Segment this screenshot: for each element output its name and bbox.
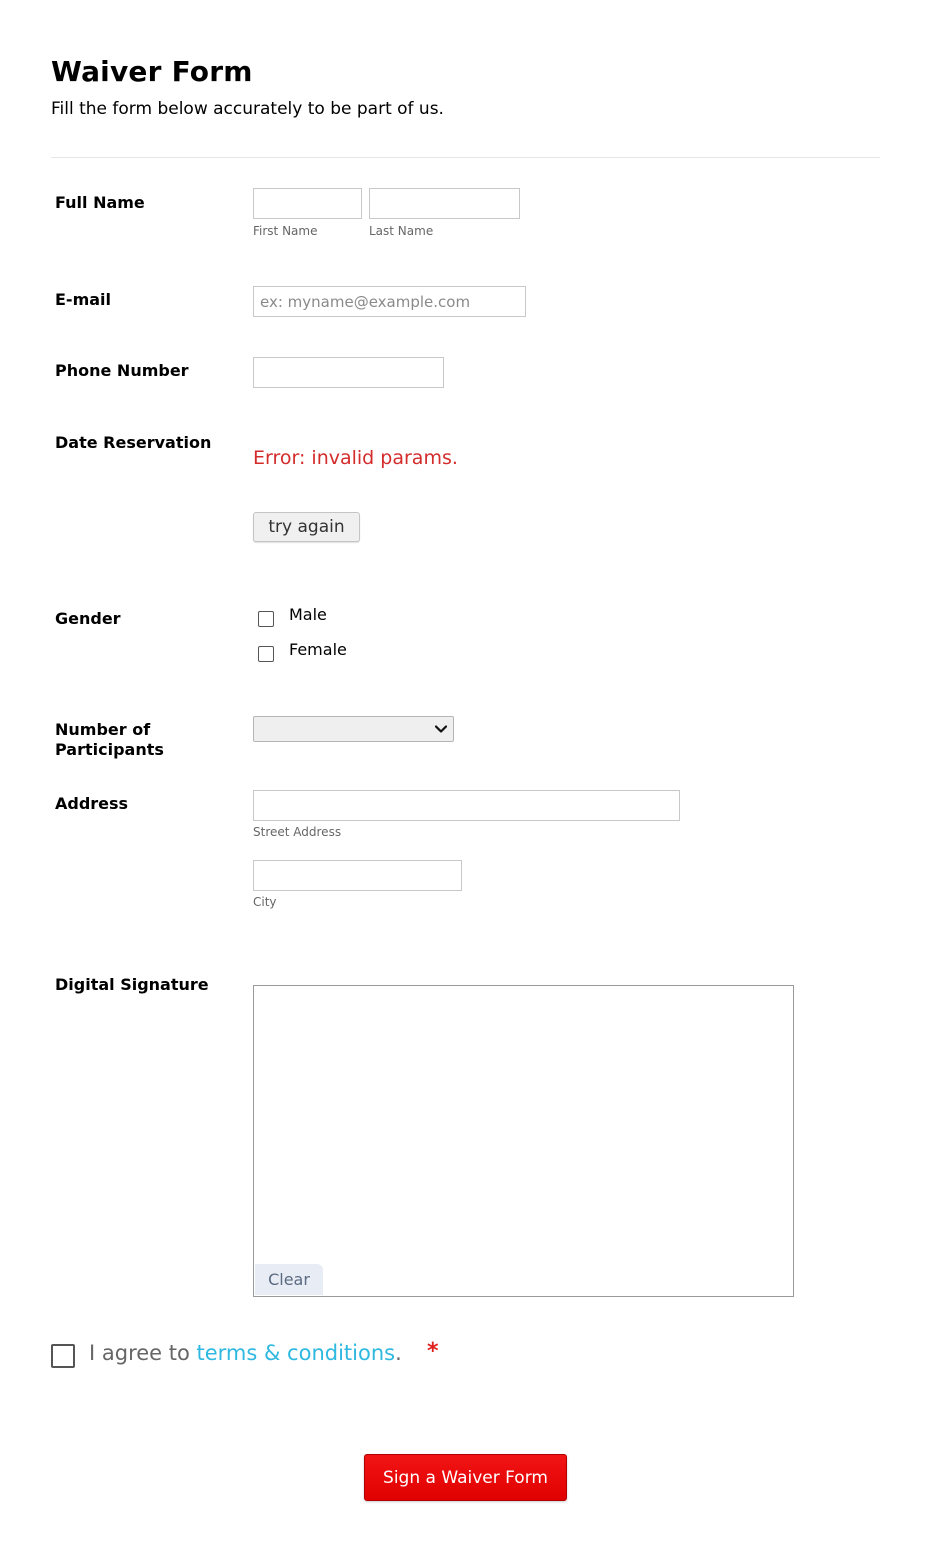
signature-pad[interactable] — [253, 985, 794, 1297]
gender-female-checkbox[interactable] — [258, 646, 274, 662]
header-divider — [51, 157, 880, 158]
chevron-down-icon — [434, 722, 448, 736]
gender-male-label[interactable]: Male — [289, 605, 327, 624]
terms-conditions-link[interactable]: terms & conditions — [196, 1341, 396, 1365]
try-again-button[interactable]: try again — [253, 512, 360, 542]
required-asterisk: * — [427, 1339, 439, 1364]
phone-input[interactable] — [253, 357, 444, 388]
street-address-sublabel: Street Address — [253, 825, 342, 839]
first-name-sublabel: First Name — [253, 224, 318, 238]
first-name-input[interactable] — [253, 188, 362, 219]
agree-terms-checkbox[interactable] — [51, 1344, 75, 1368]
city-input[interactable] — [253, 860, 462, 891]
signature-label: Digital Signature — [55, 975, 209, 994]
address-label: Address — [55, 794, 129, 813]
gender-male-checkbox[interactable] — [258, 611, 274, 627]
email-input[interactable] — [253, 286, 526, 317]
page-title: Waiver Form — [51, 55, 253, 88]
last-name-sublabel: Last Name — [369, 224, 434, 238]
participants-label — [55, 720, 164, 760]
email-label: E-mail — [55, 290, 112, 309]
gender-female-label[interactable]: Female — [289, 640, 347, 659]
clear-signature-button[interactable]: Clear — [255, 1264, 323, 1295]
agree-prefix: I agree to — [89, 1341, 197, 1365]
participants-label-line1: Number of — [55, 720, 151, 739]
last-name-input[interactable] — [369, 188, 520, 219]
full-name-label: Full Name — [55, 193, 145, 212]
participants-label-line2: Participants — [55, 740, 164, 759]
participants-select[interactable] — [253, 716, 454, 742]
date-error-message: Error: invalid params. — [253, 447, 458, 469]
date-reservation-label: Date Reservation — [55, 433, 212, 452]
agree-suffix: . — [395, 1341, 402, 1365]
gender-label: Gender — [55, 609, 121, 628]
city-sublabel: City — [253, 895, 277, 909]
page-subtitle: Fill the form below accurately to be part of us. — [51, 99, 444, 119]
phone-label: Phone Number — [55, 361, 189, 380]
street-address-input[interactable] — [253, 790, 680, 821]
submit-button[interactable]: Sign a Waiver Form — [364, 1454, 567, 1501]
agree-terms-text — [89, 1341, 402, 1365]
